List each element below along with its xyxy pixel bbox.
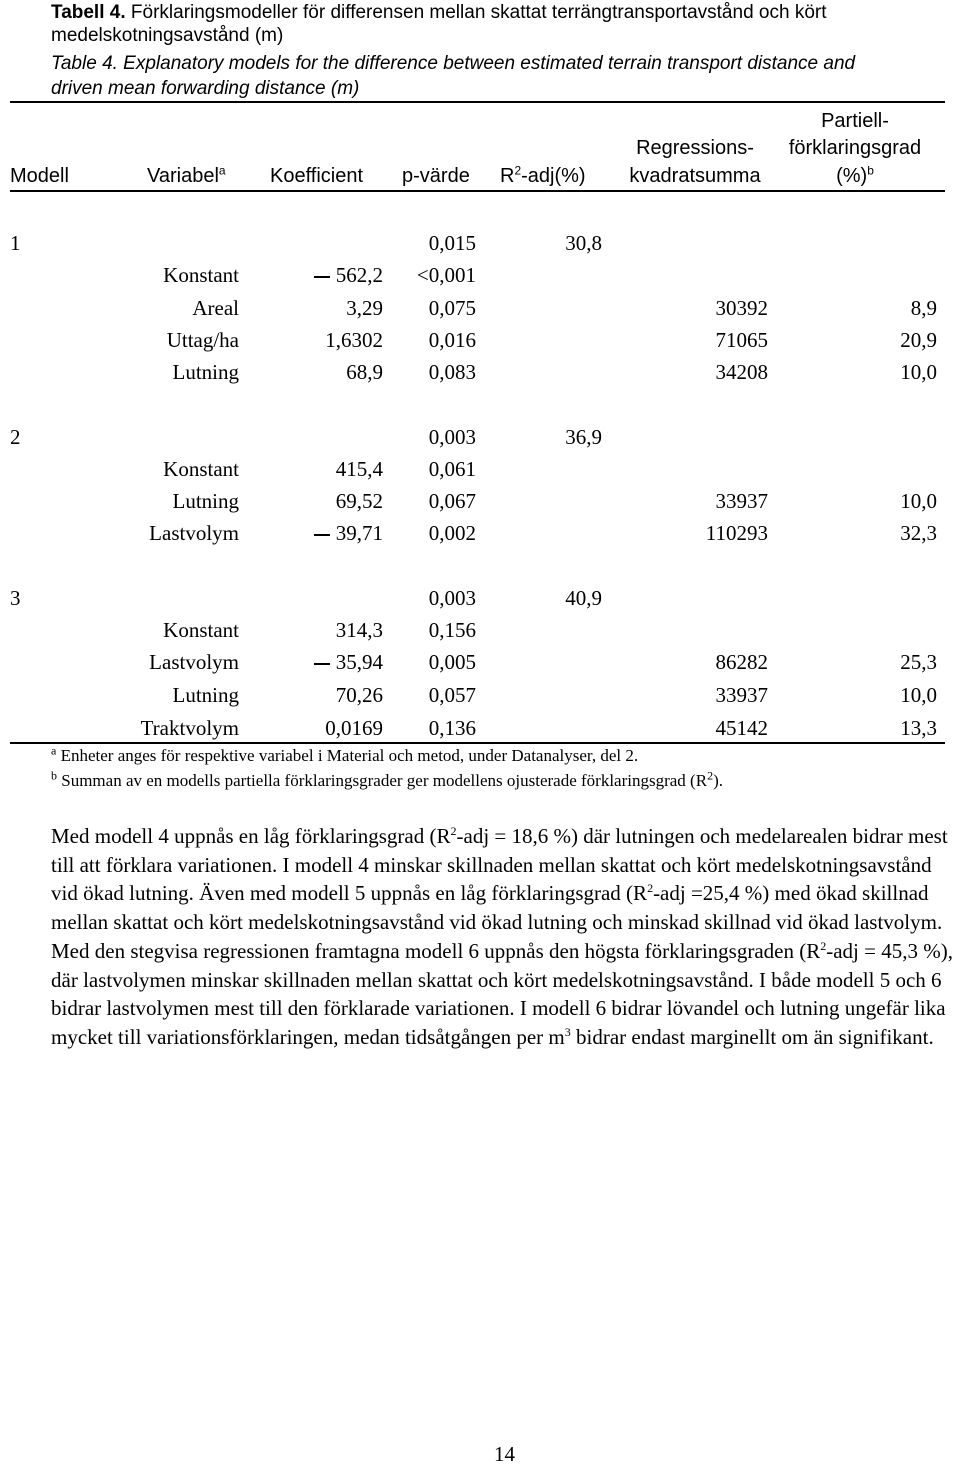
table-top-rule xyxy=(10,101,945,103)
header-bottom-rule xyxy=(10,190,945,192)
row-coefficient: 415,4 xyxy=(335,457,383,481)
row-variable: Uttag/ha xyxy=(166,328,239,352)
row-sum-squares: 86282 xyxy=(715,650,768,674)
row-partial: 10,0 xyxy=(900,360,937,384)
row-sum-squares: 34208 xyxy=(715,360,768,384)
header-r2-adj: $R^2-adj(\%)$ xyxy=(500,163,586,187)
table-caption-sv-line2: medelskotningsavstånd (m) xyxy=(51,25,284,46)
model-p-value: 0,003 xyxy=(428,425,476,449)
row-sum-squares: 110293 xyxy=(705,521,768,545)
row-coefficient: 0,0169 xyxy=(325,716,383,740)
page-number: 14 xyxy=(494,1442,515,1466)
header-partial-line1: Partiell- xyxy=(821,110,889,132)
row-partial: 8,9 xyxy=(910,296,937,320)
row-partial: 13,3 xyxy=(900,716,937,740)
row-p-value: 0,083 xyxy=(428,360,476,384)
minus-sign xyxy=(314,276,330,278)
model-r2-adj: 40,9 xyxy=(565,586,602,610)
header-partial-line3: (%)$^b$ xyxy=(836,163,874,187)
model-p-value: 0,015 xyxy=(428,231,476,255)
row-variable: Lastvolym xyxy=(149,650,239,674)
caption-text: Förklaringsmodeller för differensen mellan skattat terrängtransportavstånd och kört xyxy=(125,2,827,23)
row-coefficient: 1,6302 xyxy=(325,328,383,352)
row-coefficient: 35,94 xyxy=(238,650,383,675)
table-label: Tabell 4. xyxy=(51,2,126,23)
header-variabel: Variabel$^a$ xyxy=(147,163,226,187)
row-partial: 10,0 xyxy=(900,489,937,513)
row-variable: Konstant xyxy=(163,618,239,642)
minus-sign xyxy=(314,534,330,536)
header-koefficient: Koefficient xyxy=(270,165,364,187)
row-coefficient: 39,71 xyxy=(238,521,383,546)
row-sum-squares: 30392 xyxy=(715,296,768,320)
model-id: 3 xyxy=(10,586,21,610)
row-variable: Lutning xyxy=(172,683,239,707)
model-id: 2 xyxy=(10,425,21,449)
row-p-value: 0,002 xyxy=(428,521,476,545)
row-variable: Lastvolym xyxy=(149,521,239,545)
body-paragraph: Med modell 4 uppnås en låg förklaringsgrad ($R^2$-adj = 18,6 %) där lutningen och medelarealen bidrar mest till att förklara variationen. I modell 4 minskar skillnaden mellan skattat och kört medelskotningsavstånd vid ökad lutning. Även med modell 5 uppnås en låg förklaringsgrad ($R^2$-adj =25,4 %) med ökad skillnad mellan skattat och kört medelskotningsavstånd vid ökad lutning och minskad skillnad vid ökad lastvolym. Med den stegvisa regressionen framtagna modell 6 uppnås den högsta förklaringsgraden ($R^2$-adj = 45,3 %), där lastvolymen minskar skillnaden mellan skattat och kört medelskotningsavstånd. I både modell 5 och 6 bidrar lastvolymen mest till den förklarade variationen. I modell 6 bidrar lövandel och lutning ungefär lika mycket till variationsförklaringen, medan tidsåtgången per $m^3$ bidrar endast marginellt om än signifikant. xyxy=(51,824,953,1049)
header-regr-line2: kvadratsumma xyxy=(629,165,761,187)
row-p-value: 0,136 xyxy=(428,716,476,740)
header-regr-line1: Regressions- xyxy=(636,137,754,159)
row-variable: Konstant xyxy=(163,457,239,481)
model-r2-adj: 36,9 xyxy=(565,425,602,449)
minus-sign xyxy=(314,663,330,665)
table-bottom-rule xyxy=(10,742,945,744)
model-r2-adj: 30,8 xyxy=(565,231,602,255)
row-variable: Areal xyxy=(192,296,239,320)
row-partial: 32,3 xyxy=(900,521,937,545)
header-p-value: p-värde xyxy=(402,165,470,187)
row-p-value: <0,001 xyxy=(416,263,476,287)
row-coefficient: 314,3 xyxy=(335,618,383,642)
row-coefficient: 68,9 xyxy=(346,360,383,384)
row-variable: Lutning xyxy=(172,489,239,513)
row-p-value: 0,016 xyxy=(428,328,476,352)
table-caption-en: Table 4. Explanatory models for the difference between estimated terrain transport distance and xyxy=(51,53,856,74)
row-coefficient: 3,29 xyxy=(346,296,383,320)
header-modell: Modell xyxy=(10,165,69,187)
row-p-value: 0,156 xyxy=(428,618,476,642)
row-p-value: 0,075 xyxy=(428,296,476,320)
row-p-value: 0,057 xyxy=(428,683,476,707)
header-partial-line2: förklaringsgrad xyxy=(788,137,922,159)
row-p-value: 0,067 xyxy=(428,489,476,513)
row-variable: Traktvolym xyxy=(140,716,239,740)
model-id: 1 xyxy=(10,231,21,255)
row-variable: Lutning xyxy=(172,360,239,384)
footnote-a: $^a$ Enheter anges för respektive variabel i Material och metod, under Datanalyser, del 2. xyxy=(51,743,639,765)
model-p-value: 0,003 xyxy=(428,586,476,610)
footnote-b: $^b$ Summan av en modells partiella förklaringsgrader ger modellens ojusterade förklaringsgrad $(R^2)$. xyxy=(51,768,723,790)
row-sum-squares: 33937 xyxy=(715,489,768,513)
table-caption-sv xyxy=(51,2,827,23)
row-coefficient: 69,52 xyxy=(335,489,383,513)
row-partial: 10,0 xyxy=(900,683,937,707)
row-variable: Konstant xyxy=(163,263,239,287)
row-sum-squares: 33937 xyxy=(715,683,768,707)
row-p-value: 0,005 xyxy=(428,650,476,674)
row-sum-squares: 71065 xyxy=(715,328,768,352)
table-caption-en-line2: driven mean forwarding distance (m) xyxy=(51,78,360,99)
row-p-value: 0,061 xyxy=(428,457,476,481)
row-sum-squares: 45142 xyxy=(715,716,768,740)
row-coefficient: 70,26 xyxy=(335,683,383,707)
row-partial: 20,9 xyxy=(900,328,937,352)
row-coefficient: 562,2 xyxy=(238,263,383,288)
row-partial: 25,3 xyxy=(900,650,937,674)
